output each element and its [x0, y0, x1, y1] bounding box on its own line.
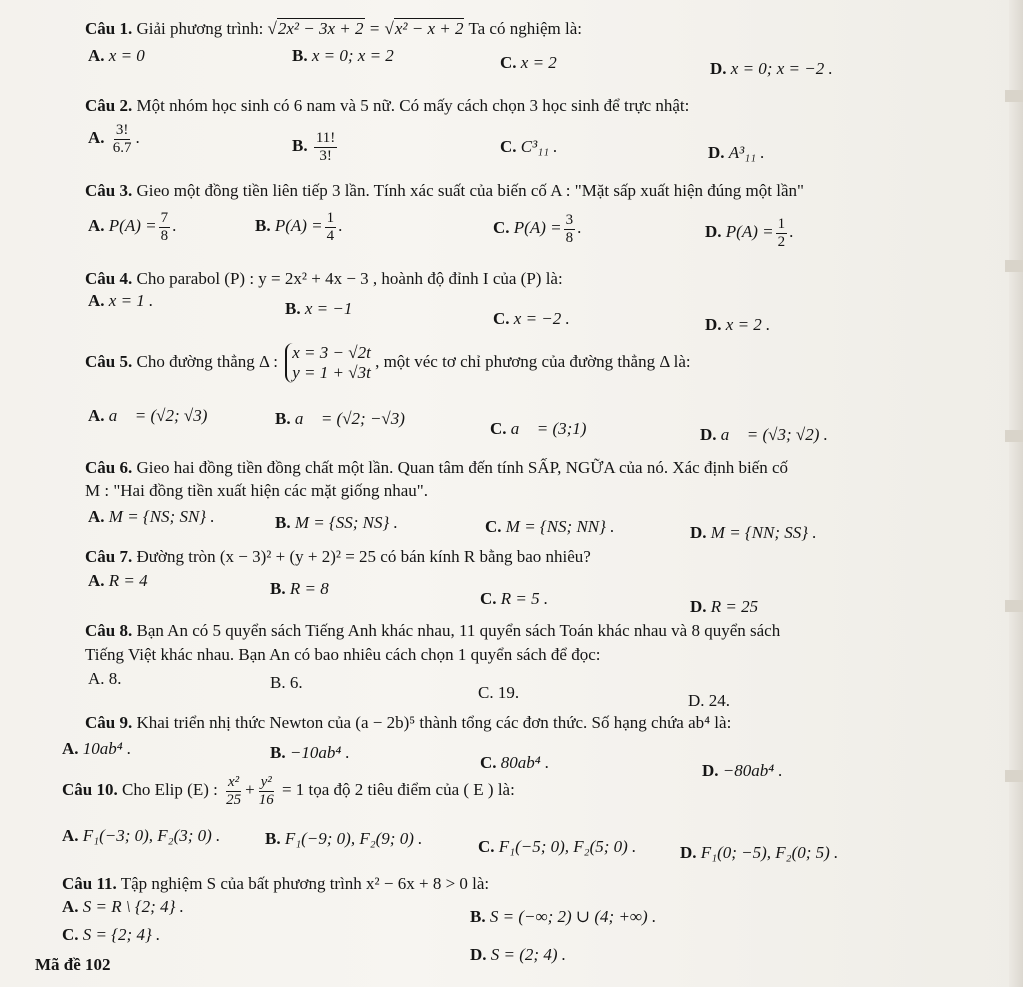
- question-label: Câu 4.: [85, 269, 133, 288]
- option-d[interactable]: D. M = {NN; SS} .: [690, 523, 817, 542]
- question-2: [85, 95, 689, 117]
- question-text: Khai triển nhị thức Newton của (a − 2b)⁵ thành tổng các đơn thức. Số hạng chứa ab⁴ là:: [136, 713, 732, 732]
- question-5: [85, 340, 691, 384]
- option-b[interactable]: B. a⃗ = (√2; −√3): [275, 409, 405, 428]
- question-label: Câu 10.: [62, 780, 118, 799]
- fraction: $\frac{7}{8}$: [160, 209, 169, 244]
- option-a[interactable]: A. R = 4: [88, 571, 148, 590]
- question-text: Bạn An có 5 quyển sách Tiếng Anh khác nhau, 11 quyển sách Toán khác nhau và 8 quyển sách: [136, 621, 781, 640]
- equation-system: x = 3 − √2t y = 1 + √3t: [285, 343, 371, 383]
- question-7: [85, 546, 591, 568]
- option-b[interactable]: B. x = 0; x = 2: [292, 46, 394, 65]
- option-c[interactable]: C. x = 2: [500, 53, 557, 72]
- option-a[interactable]: A. a⃗ = (√2; √3): [88, 406, 208, 425]
- option-d[interactable]: D. x = 0; x = −2 .: [710, 59, 833, 78]
- option-b[interactable]: B. M = {SS; NS} .: [275, 513, 398, 532]
- question-label: Câu 2.: [85, 96, 133, 115]
- question-text: Cho Elip (E) :: [121, 780, 218, 799]
- question-text: Gieo hai đồng tiền đồng chất một lần. Quan tâm đến tính SẤP, NGỮA của nó. Xác định biến cố: [136, 458, 789, 477]
- page-edge: [1009, 0, 1023, 987]
- option-c[interactable]: C. R = 5 .: [480, 589, 549, 608]
- option-b[interactable]: B. $\frac{11!}{3!}$: [292, 129, 336, 164]
- question-8-line-2: Tiếng Việt khác nhau. Bạn An có bao nhiêu cách chọn 1 quyển sách để đọc:: [85, 645, 601, 664]
- option-b[interactable]: B. x = −1: [285, 299, 353, 318]
- option-c[interactable]: C. M = {NS; NN} .: [485, 517, 615, 536]
- edge-mark: [1005, 600, 1023, 612]
- edge-mark: [1005, 260, 1023, 272]
- question-text: = 1 tọa độ 2 tiêu điểm của ( E ) là:: [281, 780, 515, 799]
- question-1: [85, 18, 582, 40]
- edge-mark: [1005, 430, 1023, 442]
- option-a[interactable]: A. 10ab⁴ .: [62, 739, 132, 758]
- question-text: Một nhóm học sinh có 6 nam và 5 nữ. Có mấy cách chọn 3 học sinh để trực nhật:: [136, 96, 690, 115]
- exam-code: Mã đề 102: [35, 955, 111, 974]
- question-text: Gieo một đồng tiền liên tiếp 3 lần. Tính xác suất của biến cố A : "Mặt sấp xuất hiện đúng một lần": [136, 181, 804, 200]
- question-text: Tập nghiệm S của bất phương trình x² − 6x + 8 > 0 là:: [120, 874, 490, 893]
- option-d[interactable]: D. P(A) = $\frac{1}{2}$ .: [705, 215, 794, 250]
- option-d[interactable]: D. F₁(0; −5), F₂(0; 5) .: [680, 843, 839, 862]
- option-a[interactable]: A. P(A) = $\frac{7}{8}$ .: [88, 209, 177, 244]
- question-10: Câu 10. Cho Elip (E) : $\frac{\text{x²}}{25}$ + $\frac{\text{y²}}{16}$ = 1 tọa độ 2 tiêu điểm của ( E ) là:: [62, 773, 515, 808]
- question-4: [85, 268, 563, 290]
- option-c[interactable]: C. a⃗ = (3;1): [490, 419, 587, 438]
- question-label: Câu 6.: [85, 458, 133, 477]
- question-text: Đường tròn (x − 3)² + (y + 2)² = 25 có bán kính R bằng bao nhiêu?: [136, 547, 591, 566]
- option-a[interactable]: A. S = R \ {2; 4} .: [62, 897, 184, 916]
- question-8: [85, 620, 780, 642]
- option-d[interactable]: D. 24.: [688, 691, 731, 710]
- option-d[interactable]: D. a⃗ = (√3; √2) .: [700, 425, 828, 444]
- option-b[interactable]: B. F₁(−9; 0), F₂(9; 0) .: [265, 829, 423, 848]
- option-a[interactable]: A. M = {NS; SN} .: [88, 507, 215, 526]
- option-b[interactable]: B. P(A) = $\frac{1}{4}$ .: [255, 209, 343, 244]
- option-a[interactable]: A. 8.: [88, 669, 122, 688]
- question-label: Câu 7.: [85, 547, 133, 566]
- option-c[interactable]: C. P(A) = $\frac{3}{8}$ .: [493, 211, 582, 246]
- question-text: Giải phương trình:: [136, 19, 264, 38]
- option-b[interactable]: B. −10ab⁴ .: [270, 743, 350, 762]
- option-c[interactable]: C. 19.: [478, 683, 520, 702]
- fraction: $\frac{3!}{6.7}$: [112, 121, 132, 156]
- question-text: Cho đường thẳng Δ :: [136, 352, 279, 371]
- option-c[interactable]: C. 80ab⁴ .: [480, 753, 550, 772]
- question-6-line-2: M : "Hai đồng tiền xuất hiện các mặt giống nhau".: [85, 481, 428, 500]
- option-b[interactable]: B. 6.: [270, 673, 303, 692]
- option-d[interactable]: D. −80ab⁴ .: [702, 761, 783, 780]
- edge-mark: [1005, 770, 1023, 782]
- option-a[interactable]: A. $\frac{3!}{6.7}$ .: [88, 121, 140, 156]
- question-3: [85, 180, 804, 202]
- fraction: $\frac{3}{8}$: [565, 211, 574, 246]
- question-label: Câu 1.: [85, 19, 133, 38]
- fraction: $\frac{1}{4}$: [326, 209, 335, 244]
- fraction: $\frac{\text{y²}}{16}$: [258, 773, 274, 808]
- question-9: [85, 712, 731, 734]
- option-d[interactable]: D. A³₁₁ .: [708, 143, 765, 162]
- question-text: Cho parabol (P) : y = 2x² + 4x − 3 , hoành độ đỉnh I của (P) là:: [136, 269, 563, 288]
- question-label: Câu 8.: [85, 621, 133, 640]
- fraction: $\frac{1}{2}$: [777, 215, 786, 250]
- question-label: Câu 9.: [85, 713, 133, 732]
- question-label: Câu 5.: [85, 352, 133, 371]
- question-label: Câu 3.: [85, 181, 133, 200]
- option-c[interactable]: C. F₁(−5; 0), F₂(5; 0) .: [478, 837, 637, 856]
- option-b[interactable]: B. S = (−∞; 2) ∪ (4; +∞) .: [470, 907, 657, 926]
- question-text: , một véc tơ chỉ phương của đường thẳng Δ là:: [375, 352, 691, 371]
- question-6: [85, 457, 788, 479]
- fraction: $\frac{11!}{3!}$: [315, 129, 336, 164]
- option-c[interactable]: C. C³₁₁ .: [500, 137, 558, 156]
- option-a[interactable]: A. x = 1 .: [88, 291, 154, 310]
- option-a[interactable]: A. F₁(−3; 0), F₂(3; 0) .: [62, 826, 221, 845]
- question-text: Ta có nghiệm là:: [468, 19, 582, 38]
- equation: √2x² − 3x + 2 = √x² − x + 2: [267, 19, 464, 38]
- option-d[interactable]: D. S = (2; 4) .: [470, 945, 566, 964]
- question-label: Câu 11.: [62, 874, 117, 893]
- question-11: [62, 873, 489, 895]
- fraction: $\frac{\text{x²}}{25}$: [226, 773, 242, 808]
- option-d[interactable]: D. x = 2 .: [705, 315, 771, 334]
- edge-mark: [1005, 90, 1023, 102]
- option-b[interactable]: B. R = 8: [270, 579, 329, 598]
- option-c[interactable]: C. S = {2; 4} .: [62, 925, 161, 944]
- option-a[interactable]: A. x = 0: [88, 46, 145, 65]
- option-c[interactable]: C. x = −2 .: [493, 309, 570, 328]
- option-d[interactable]: D. R = 25: [690, 597, 759, 616]
